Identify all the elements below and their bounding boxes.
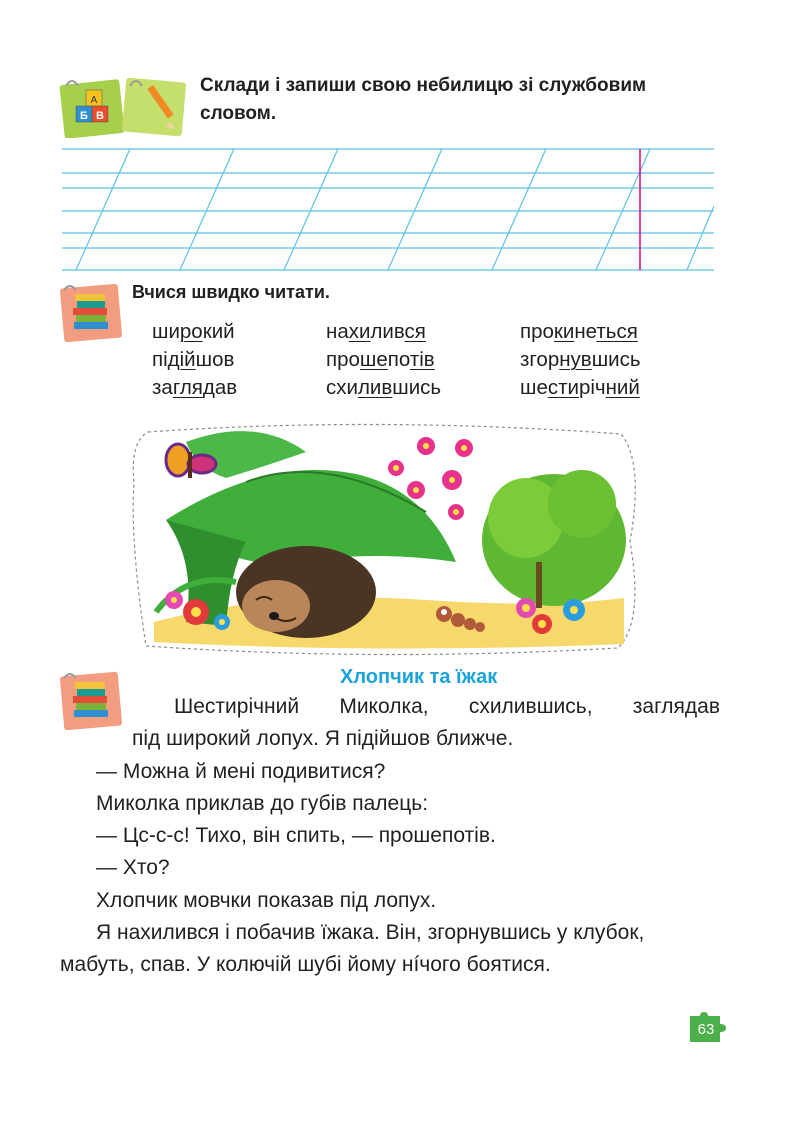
syllable: шов bbox=[195, 348, 235, 371]
syllable: за bbox=[152, 376, 173, 399]
syllable: по bbox=[387, 348, 410, 371]
reading-word bbox=[152, 374, 237, 402]
syllable: згор bbox=[520, 348, 560, 371]
underlined-syllable: тів bbox=[409, 348, 435, 371]
underlined-syllable: дій bbox=[167, 348, 196, 371]
syllable: ши bbox=[152, 320, 180, 343]
story-line-9: мабуть, спав. У колючій шубі йому нíчого боятися. bbox=[60, 953, 551, 977]
syllable: про bbox=[326, 348, 360, 371]
words-column-1 bbox=[152, 318, 237, 402]
task2-title: Вчися швидко читати. bbox=[132, 282, 330, 302]
words-column-3 bbox=[520, 318, 641, 402]
reading-word bbox=[326, 318, 441, 346]
page-number-badge bbox=[686, 1012, 730, 1046]
story-line-7: Хлопчик мовчки показав під лопух. bbox=[96, 888, 437, 912]
underlined-syllable: ться bbox=[596, 320, 638, 343]
underlined-syllable: гля bbox=[172, 376, 203, 399]
underlined-syllable: ше bbox=[359, 348, 388, 371]
underlined-syllable: ки bbox=[553, 320, 575, 343]
page-number: 63 bbox=[697, 1021, 715, 1038]
underlined-syllable: нув bbox=[559, 348, 592, 371]
underlined-syllable: сти bbox=[547, 376, 579, 399]
reading-word bbox=[520, 374, 641, 402]
reading-word bbox=[520, 318, 641, 346]
story-line-3: — Можна й мені подивитися? bbox=[96, 759, 386, 783]
syllable: ше bbox=[520, 376, 548, 399]
underlined-syllable: ся bbox=[404, 320, 426, 343]
syllable: кий bbox=[202, 320, 235, 343]
syllable: на bbox=[326, 320, 349, 343]
story-line-8: Я нахилився і побачив їжака. Він, згорнувшись у клубок, bbox=[96, 921, 645, 945]
svg-text:В: В bbox=[96, 110, 104, 122]
task1-instruction-line2: словом. bbox=[200, 103, 277, 124]
task1-instruction-line1: Склади і запиши свою небилицю зі службовим bbox=[200, 75, 647, 96]
underlined-syllable: хи bbox=[348, 320, 371, 343]
book-stack-icon bbox=[58, 282, 124, 342]
syllable: не bbox=[574, 320, 597, 343]
reading-word bbox=[152, 346, 237, 374]
syllable: шись bbox=[392, 376, 442, 399]
syllable: пі bbox=[152, 348, 168, 371]
story-line-1: Шестирічний Миколка, схилившись, заглядав bbox=[174, 695, 720, 718]
story-title: Хлопчик та їжак bbox=[340, 666, 498, 688]
abc-blocks-and-pencil-icon bbox=[58, 72, 188, 138]
story-line-5: — Цс-с-с! Тихо, він спить, — прошепотів. bbox=[96, 824, 496, 848]
svg-text:Б: Б bbox=[80, 110, 88, 122]
underlined-syllable: лив bbox=[357, 376, 393, 399]
syllable: річ bbox=[578, 376, 606, 399]
syllable: дав bbox=[202, 376, 238, 399]
reading-words bbox=[152, 318, 692, 408]
hedgehog-under-burdock-illustration bbox=[126, 422, 640, 658]
reading-word bbox=[326, 374, 441, 402]
story-line-6: — Хто? bbox=[96, 856, 170, 880]
underlined-syllable: ний bbox=[605, 376, 640, 399]
words-column-2 bbox=[326, 318, 441, 402]
syllable: лив bbox=[370, 320, 405, 343]
story-line-2: під широкий лопух. Я підійшов ближче. bbox=[132, 727, 514, 751]
syllable: схи bbox=[326, 376, 358, 399]
task1-instruction bbox=[200, 72, 720, 128]
reading-word bbox=[326, 346, 441, 374]
reading-word bbox=[520, 346, 641, 374]
syllable: шись bbox=[591, 348, 641, 371]
story-line-4: Миколка приклав до губів палець: bbox=[96, 791, 429, 815]
reading-word bbox=[152, 318, 237, 346]
svg-text:А: А bbox=[90, 95, 98, 106]
syllable: про bbox=[520, 320, 554, 343]
underlined-syllable: ро bbox=[179, 320, 203, 343]
handwriting-lines[interactable] bbox=[62, 146, 714, 272]
story-text bbox=[60, 691, 720, 982]
